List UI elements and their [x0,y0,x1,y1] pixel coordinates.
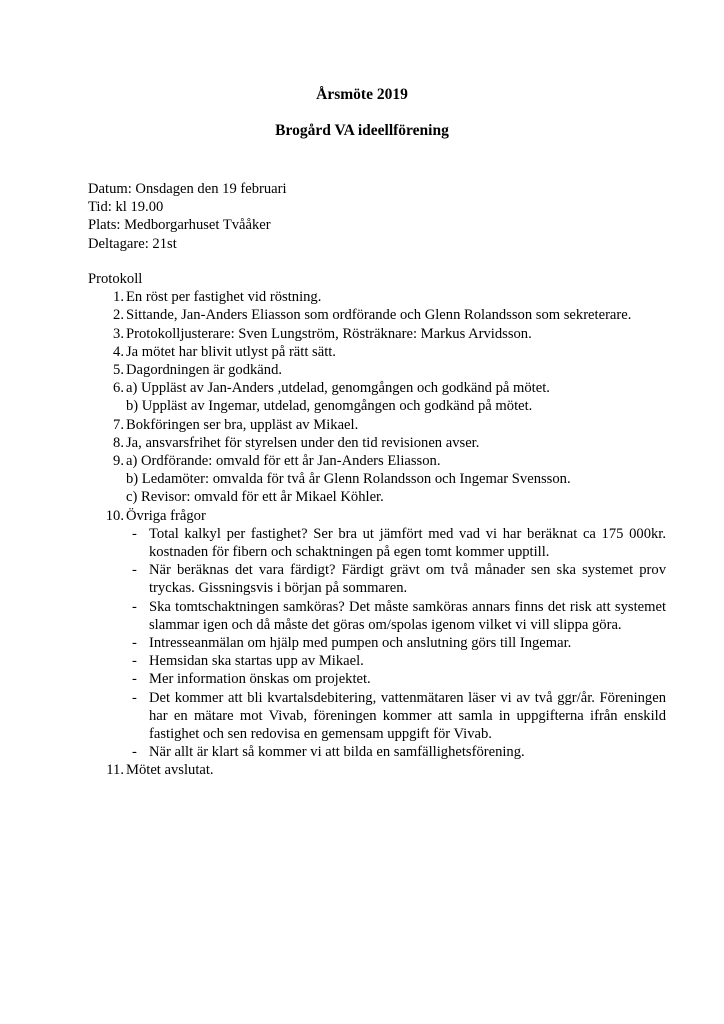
item-text: Protokolljusterare: Sven Lungström, Rösträknare: Markus Arvidsson. [126,325,532,342]
item-number: 10. [105,507,124,524]
protocol-item-7 [88,416,648,434]
protocol-item-5 [88,361,648,379]
other-questions-list [126,525,666,762]
bullet-text: Mer information önskas om projektet. [149,671,371,688]
bullet-text: Intresseanmälan om hjälp med pumpen och anslutning görs till Ingemar. [149,635,572,652]
bullet-dash: - [132,635,137,652]
protocol-heading: Protokoll [88,271,143,287]
item-text-a: a) Ordförande: omvald för ett år Jan-Anders Eliasson. [126,453,441,470]
item-text: Ja mötet har blivit utlyst på rätt sätt. [126,343,336,360]
meeting-attendees: Deltagare: 21st [88,235,177,252]
document-subtitle: Brogård VA ideellförening [275,122,449,139]
bullet-text: Total kalkyl per fastighet? Ser bra ut jämfört med vad vi har beräknat ca 175 000kr. kostnaden för fibern och schaktningen på egen tomt kommer upptill. [149,525,666,561]
list-item [126,525,666,561]
protocol-item-2 [88,306,648,324]
meeting-time: Tid: kl 19.00 [88,199,164,216]
bullet-text: Hemsidan ska startas upp av Mikael. [149,653,364,670]
bullet-text: När allt är klart så kommer vi att bilda en samfällighetsförening. [149,744,525,761]
document-title: Årsmöte 2019 [316,86,408,103]
item-number: 1. [113,289,124,306]
protocol-item-9 [88,452,648,507]
protocol-section [88,270,666,780]
item-text: Ja, ansvarsfrihet för styrelsen under den tid revisionen avser. [126,434,480,451]
protocol-item-1 [88,288,648,306]
protocol-item-3 [88,325,648,343]
meeting-place: Plats: Medborgarhuset Tvååker [88,217,271,234]
list-item [126,561,666,597]
item-text-c: c) Revisor: omvald för ett år Mikael Köhler. [126,489,384,506]
protocol-item-11 [88,761,648,779]
list-item [126,670,666,688]
item-number: 6. [113,380,124,397]
bullet-dash: - [132,653,137,670]
item-text-b: b) Ledamöter: omvalda för två år Glenn Rolandsson och Ingemar Svensson. [126,471,571,488]
item-text: Sittande, Jan-Anders Eliasson som ordförande och Glenn Rolandsson som sekreterare. [126,307,632,324]
item-text: Övriga frågor [126,507,206,524]
item-number: 11. [106,762,124,779]
item-number: 8. [113,434,124,451]
bullet-dash: - [132,744,137,761]
item-number: 9. [113,453,124,470]
list-item [126,634,666,652]
bullet-dash: - [132,562,137,579]
protocol-item-10 [88,507,666,762]
item-text-a: a) Uppläst av Jan-Anders ,utdelad, genomgången och godkänd på mötet. [126,380,550,397]
bullet-text: När beräknas det vara färdigt? Färdigt grävt om två månader sen ska systemet prov tryckas. Gissningsvis i början på sommaren. [149,562,666,597]
item-number: 2. [113,307,124,324]
protocol-list [88,288,666,779]
list-item [126,598,666,634]
item-number: 7. [113,416,124,433]
item-number: 5. [113,362,124,378]
protocol-item-8 [88,434,648,452]
bullet-text: Ska tomtschaktningen samköras? Det måste samköras annars finns det risk att systemet slammar igen och då måste det göras om/spolas igenom vilket vi vill slippa göra. [149,598,666,633]
meeting-details [88,180,287,253]
bullet-dash: - [132,689,137,706]
item-number: 4. [113,343,124,360]
bullet-dash: - [132,598,137,615]
meeting-date: Datum: Onsdagen den 19 februari [88,181,287,197]
item-text-b: b) Uppläst av Ingemar, utdelad, genomgången och godkänd på mötet. [126,398,533,415]
item-text: Dagordningen är godkänd. [126,362,283,378]
bullet-text: Det kommer att bli kvartalsdebitering, vattenmätaren läser vi av två ggr/år. Föreningen har en mätare mot Vivab, föreningen kommer att samla in uppgifterna ifrån enskild fastighet och sen redovisa en gemensam uppgift för Vivab. [149,689,666,743]
item-text: Bokföringen ser bra, uppläst av Mikael. [126,416,359,433]
bullet-dash: - [132,525,137,542]
item-number: 3. [113,325,124,342]
item-text: Mötet avslutat. [126,762,214,779]
list-item [126,743,666,761]
protocol-item-6 [88,379,648,415]
list-item [126,652,666,670]
list-item [126,689,666,744]
item-text: En röst per fastighet vid röstning. [126,289,322,306]
protocol-item-4 [88,343,648,361]
bullet-dash: - [132,671,137,688]
